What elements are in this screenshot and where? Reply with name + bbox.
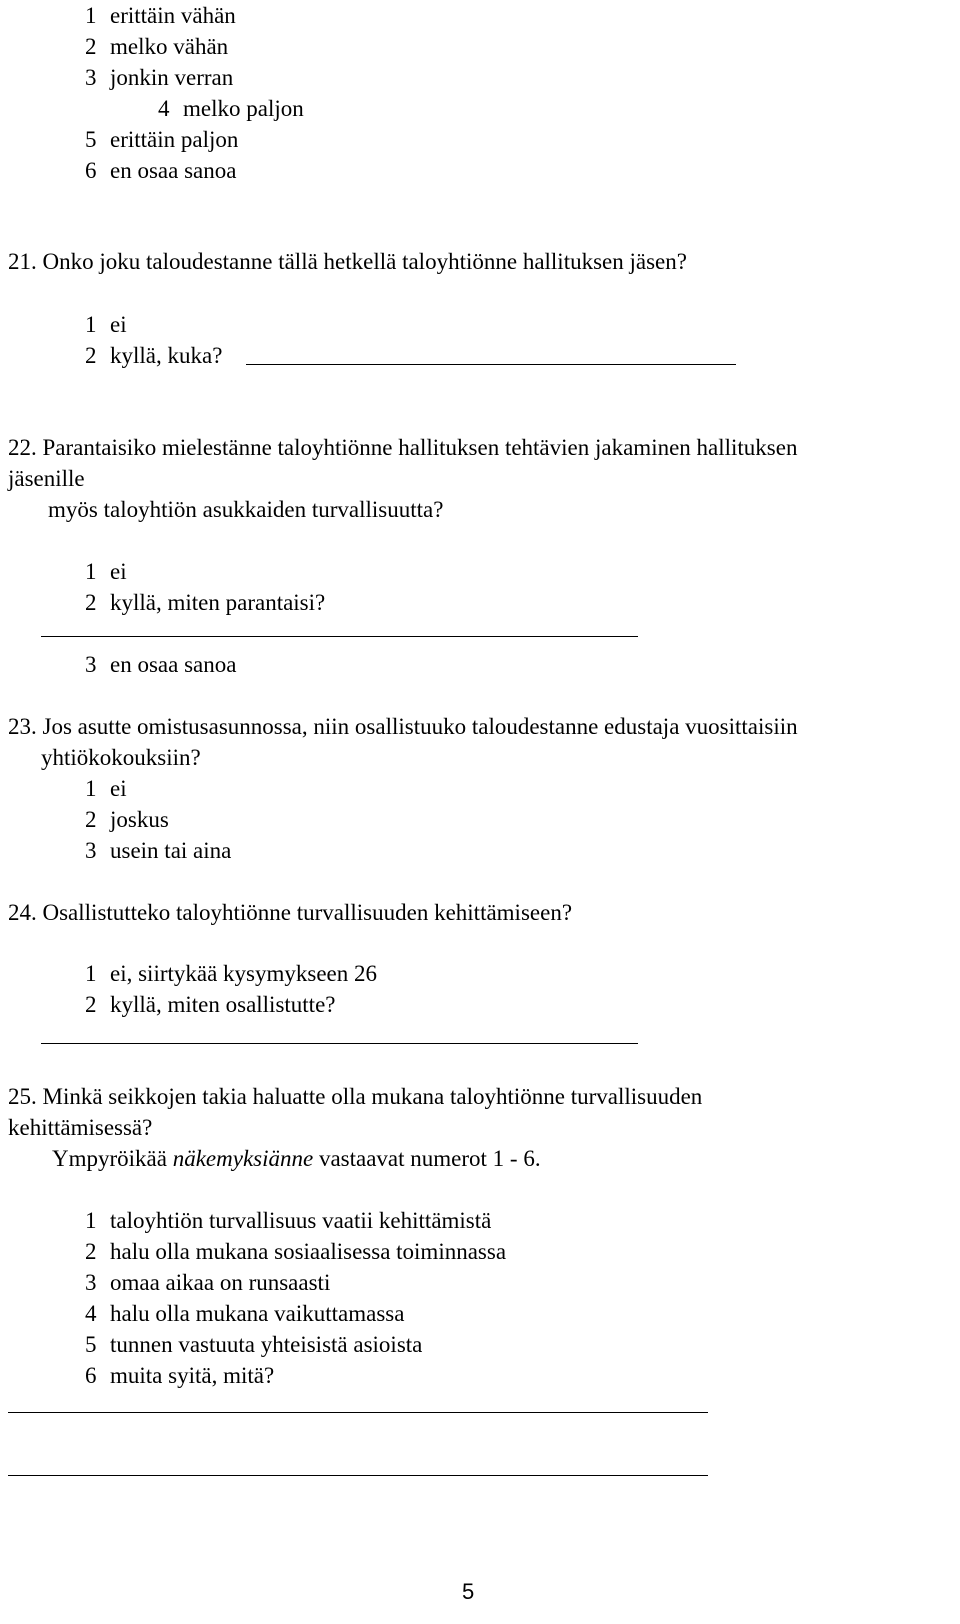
list-item[interactable]: 3 jonkin verran [85,65,234,90]
list-item[interactable]: 4 halu olla mukana vaikuttamassa [85,1301,405,1326]
list-item[interactable]: 2 kyllä, miten parantaisi? [85,590,326,615]
question-22: 22. Parantaisiko mielestänne taloyhtiönne hallituksen tehtävien jakaminen hallituksen [8,435,798,460]
list-item[interactable]: 5 erittäin paljon [85,127,239,152]
list-item[interactable]: 1 taloyhtiön turvallisuus vaatii kehittämistä [85,1208,492,1233]
answer-line[interactable] [8,1475,708,1476]
question-21: 21. Onko joku taloudestanne tällä hetkellä taloyhtiönne hallituksen jäsen? [8,249,687,274]
question-22-line3: myös taloyhtiön asukkaiden turvallisuutta? [48,497,444,522]
list-item[interactable]: 2 kyllä, kuka? [85,343,223,368]
list-item[interactable]: 2 halu olla mukana sosiaalisessa toiminnassa [85,1239,507,1264]
list-item[interactable]: 1 ei [85,776,127,801]
question-23: 23. Jos asutte omistusasunnossa, niin osallistuuko taloudestanne edustaja vuosittaisiin [8,714,798,739]
list-item[interactable]: 1 ei [85,559,127,584]
list-item[interactable]: 1 ei, siirtykää kysymykseen 26 [85,961,378,986]
question-22-line2: jäsenille [8,466,85,491]
list-item[interactable]: 6 muita syitä, mitä? [85,1363,275,1388]
answer-line[interactable] [41,636,638,637]
list-item[interactable]: 2 kyllä, miten osallistutte? [85,992,336,1017]
list-item[interactable]: 3 en osaa sanoa [85,652,237,677]
list-item[interactable]: 3 omaa aikaa on runsaasti [85,1270,331,1295]
question-25-line2: kehittämisessä? [8,1115,153,1140]
list-item[interactable]: 6 en osaa sanoa [85,158,237,183]
page-number: 5 [462,1579,475,1604]
list-item[interactable]: 2 melko vähän [85,34,229,59]
answer-line[interactable] [41,1043,638,1044]
answer-line[interactable] [8,1412,708,1413]
question-24: 24. Osallistutteko taloyhtiönne turvallisuuden kehittämiseen? [8,900,573,925]
question-23-line2: yhtiökokouksiin? [41,745,201,770]
answer-line[interactable] [246,364,736,365]
list-item[interactable]: 1 ei [85,312,127,337]
question-25: 25. Minkä seikkojen takia haluatte olla mukana taloyhtiönne turvallisuuden [8,1084,703,1109]
list-item[interactable]: 2 joskus [85,807,169,832]
list-item[interactable]: 1 erittäin vähän [85,3,236,28]
question-25-instruction: Ympyröikää näkemyksiänne vastaavat numerot 1 - 6. [52,1146,541,1171]
list-item[interactable]: 5 tunnen vastuuta yhteisistä asioista [85,1332,423,1357]
list-item[interactable]: 3 usein tai aina [85,838,232,863]
list-item[interactable]: 4 melko paljon [158,96,304,121]
